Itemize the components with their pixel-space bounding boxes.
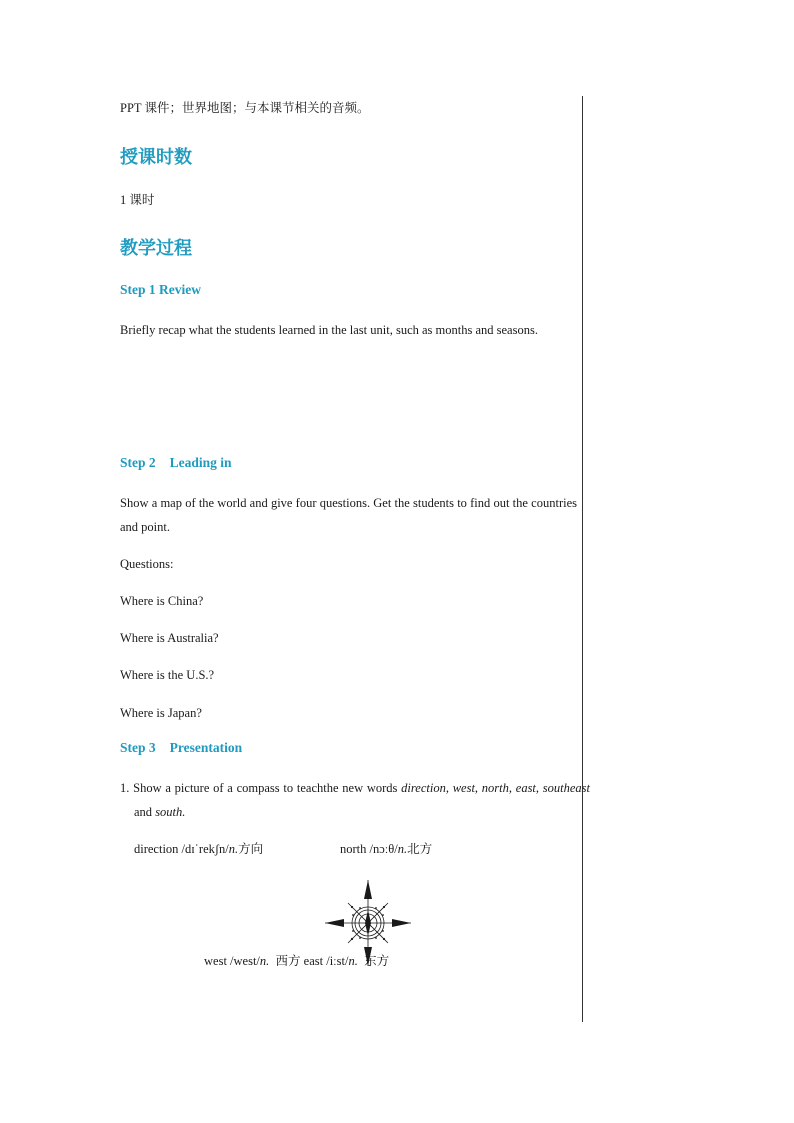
question-item: Where is the U.S.?	[120, 668, 215, 682]
item1-words: direction, west, north, east, southeast	[401, 781, 591, 795]
step3-name: Presentation	[169, 740, 243, 755]
step2-label: Step 2	[120, 455, 156, 470]
item1-number: 1.	[120, 781, 130, 795]
vocab-west-east	[204, 950, 389, 973]
step2-text: Show a map of the world and give four questions. Get the students to find out the countries and point.	[120, 496, 577, 534]
item1-and: and	[134, 805, 156, 819]
step1-text: Briefly recap what the students learned in the last unit, such as months and seasons.	[120, 323, 538, 337]
materials-text: PPT 课件；世界地图；与本课节相关的音频。	[120, 101, 370, 115]
question-item: Where is Australia?	[120, 631, 219, 645]
process-heading: 教学过程	[120, 238, 192, 259]
step1-title: Step 1 Review	[120, 282, 201, 297]
question-item: Where is China?	[120, 594, 204, 608]
questions-label: Questions:	[120, 557, 174, 571]
question-item: Where is Japan?	[120, 706, 202, 720]
step3-title	[120, 740, 242, 756]
vocab-west: west /west/n. 西方	[204, 954, 301, 968]
item1-last: south.	[155, 805, 186, 819]
lesson-hours-heading: 授课时数	[120, 147, 192, 168]
step2-name: Leading in	[169, 455, 232, 470]
vocab-east: east /iːst/n. 东方	[303, 954, 390, 968]
page-right-rule	[582, 96, 583, 1022]
item1-text: Show a picture of a compass to teachthe new words	[133, 781, 402, 795]
lesson-hours-value: 1 课时	[120, 193, 155, 207]
step2-title	[120, 455, 232, 471]
vocab-direction: direction /dɪˈrekʃn/n.方向	[134, 842, 264, 856]
vocab-north: north /nɔːθ/n.北方	[340, 842, 433, 856]
step3-label: Step 3	[120, 740, 156, 755]
step3-item1	[120, 776, 590, 824]
